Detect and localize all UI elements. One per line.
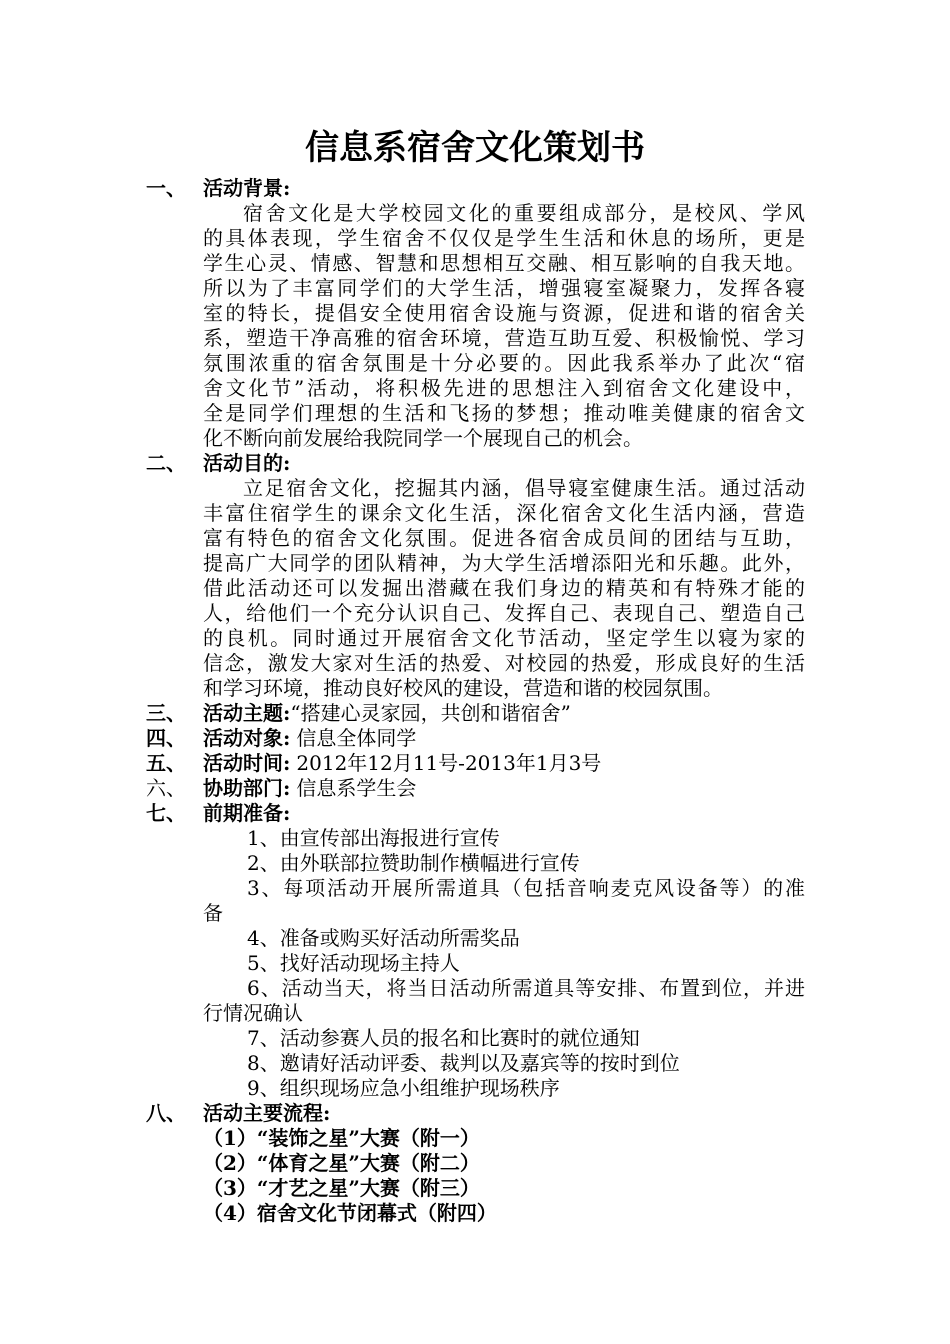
list-item-continuation: 备	[203, 901, 223, 925]
section-4-heading	[0, 725, 950, 751]
paragraph-line: 富有特色的宿舍文化氛围。促进各宿舍成员间的团结与互助，	[203, 526, 805, 550]
flow-item: （1）“装饰之星”大赛（附一）	[203, 1126, 480, 1150]
paragraph-line: 信念，激发大家对生活的热爱、对校园的热爱，形成良好的生活	[203, 651, 805, 675]
section-8-heading	[0, 1100, 950, 1126]
section-label: 活动目的:	[203, 451, 291, 475]
paragraph-line: 宿舍文化是大学校园文化的重要组成部分，是校风、学风	[243, 201, 805, 225]
section-number: 七、	[146, 801, 186, 825]
paragraph-line: 化不断向前发展给我院同学一个展现自己的机会。	[203, 426, 643, 450]
paragraph-line: 的具体表现，学生宿舍不仅仅是学生生活和休息的场所，更是	[203, 226, 805, 250]
section-2-heading	[0, 450, 950, 476]
paragraph-line: 人，给他们一个充分认识自己、发挥自己、表现自己、塑造自己	[203, 601, 805, 625]
section-6-heading	[0, 775, 950, 801]
section-value: 2012年12月11号-2013年1月3号	[296, 751, 602, 775]
list-item: 8、邀请好活动评委、裁判以及嘉宾等的按时到位	[247, 1051, 680, 1075]
section-value: “搭建心灵家园，共创和谐宿舍”	[290, 701, 571, 725]
flow-item: （3）“才艺之星”大赛（附三）	[203, 1176, 480, 1200]
section-label: 活动时间:	[203, 751, 291, 775]
section-number: 二、	[146, 451, 186, 475]
list-item-continuation: 行情况确认	[203, 1001, 303, 1025]
section-number: 四、	[146, 726, 186, 750]
section-label: 活动主要流程:	[203, 1101, 331, 1125]
section-value: 信息全体同学	[296, 726, 417, 750]
section-number: 三、	[146, 701, 186, 725]
flow-item: （2）“体育之星”大赛（附二）	[203, 1151, 480, 1175]
paragraph-line: 室的特长，提倡安全使用宿舍设施与资源，促进和谐的宿舍关	[203, 301, 805, 325]
list-item: 9、组织现场应急小组维护现场秩序	[247, 1076, 560, 1100]
section-label: 协助部门:	[203, 776, 291, 800]
section-number: 五、	[146, 751, 186, 775]
paragraph-line: 的良机。同时通过开展宿舍文化节活动，坚定学生以寝为家的	[203, 626, 805, 650]
paragraph-line: 提高广大同学的团队精神，为大学生活增添阳光和乐趣。此外，	[203, 551, 805, 575]
flow-item: （4）宿舍文化节闭幕式（附四）	[203, 1201, 497, 1225]
section-label: 活动背景:	[203, 176, 291, 200]
list-item: 6、活动当天，将当日活动所需道具等安排、布置到位，并进	[247, 976, 805, 1000]
paragraph-line: 丰富住宿学生的课余文化生活，深化宿舍文化生活内涵，营造	[203, 501, 805, 525]
list-item: 2、由外联部拉赞助制作横幅进行宣传	[247, 851, 580, 875]
section-value: 信息系学生会	[296, 776, 417, 800]
section-5-heading	[0, 750, 950, 776]
list-item: 7、活动参赛人员的报名和比赛时的就位通知	[247, 1026, 640, 1050]
paragraph-line: 借此活动还可以发掘出潜藏在我们身边的精英和有特殊才能的	[203, 576, 805, 600]
list-item: 5、找好活动现场主持人	[247, 951, 460, 975]
section-number: 六、	[146, 776, 186, 800]
section-3-heading	[0, 700, 950, 726]
paragraph-line: 系，塑造干净高雅的宿舍环境，营造互助互爱、积极愉悦、学习	[203, 326, 805, 350]
section-7-heading	[0, 800, 950, 826]
paragraph-line: 全是同学们理想的生活和飞扬的梦想；推动唯美健康的宿舍文	[203, 401, 805, 425]
paragraph-line: 立足宿舍文化，挖掘其内涵，倡导寝室健康生活。通过活动	[243, 476, 805, 500]
section-number: 八、	[146, 1101, 186, 1125]
document-title: 信息系宿舍文化策划书	[305, 128, 645, 168]
section-label: 活动对象:	[203, 726, 291, 750]
paragraph-line: 所以为了丰富同学们的大学生活，增强寝室凝聚力，发挥各寝	[203, 276, 805, 300]
section-label: 前期准备:	[203, 801, 291, 825]
section-number: 一、	[146, 176, 186, 200]
paragraph-line: 和学习环境，推动良好校风的建设，营造和谐的校园氛围。	[203, 676, 723, 700]
paragraph-line: 舍文化节”活动，将积极先进的思想注入到宿舍文化建设中，	[203, 376, 805, 400]
section-label: 活动主题:	[203, 701, 291, 725]
section-1-heading	[0, 175, 950, 201]
paragraph-line: 氛围浓重的宿舍氛围是十分必要的。因此我系举办了此次“宿	[203, 351, 805, 375]
paragraph-line: 学生心灵、情感、智慧和思想相互交融、相互影响的自我天地。	[203, 251, 805, 275]
list-item: 3、每项活动开展所需道具（包括音响麦克风设备等）的准	[247, 876, 805, 900]
list-item: 4、准备或购买好活动所需奖品	[247, 926, 520, 950]
list-item: 1、由宣传部出海报进行宣传	[247, 826, 500, 850]
